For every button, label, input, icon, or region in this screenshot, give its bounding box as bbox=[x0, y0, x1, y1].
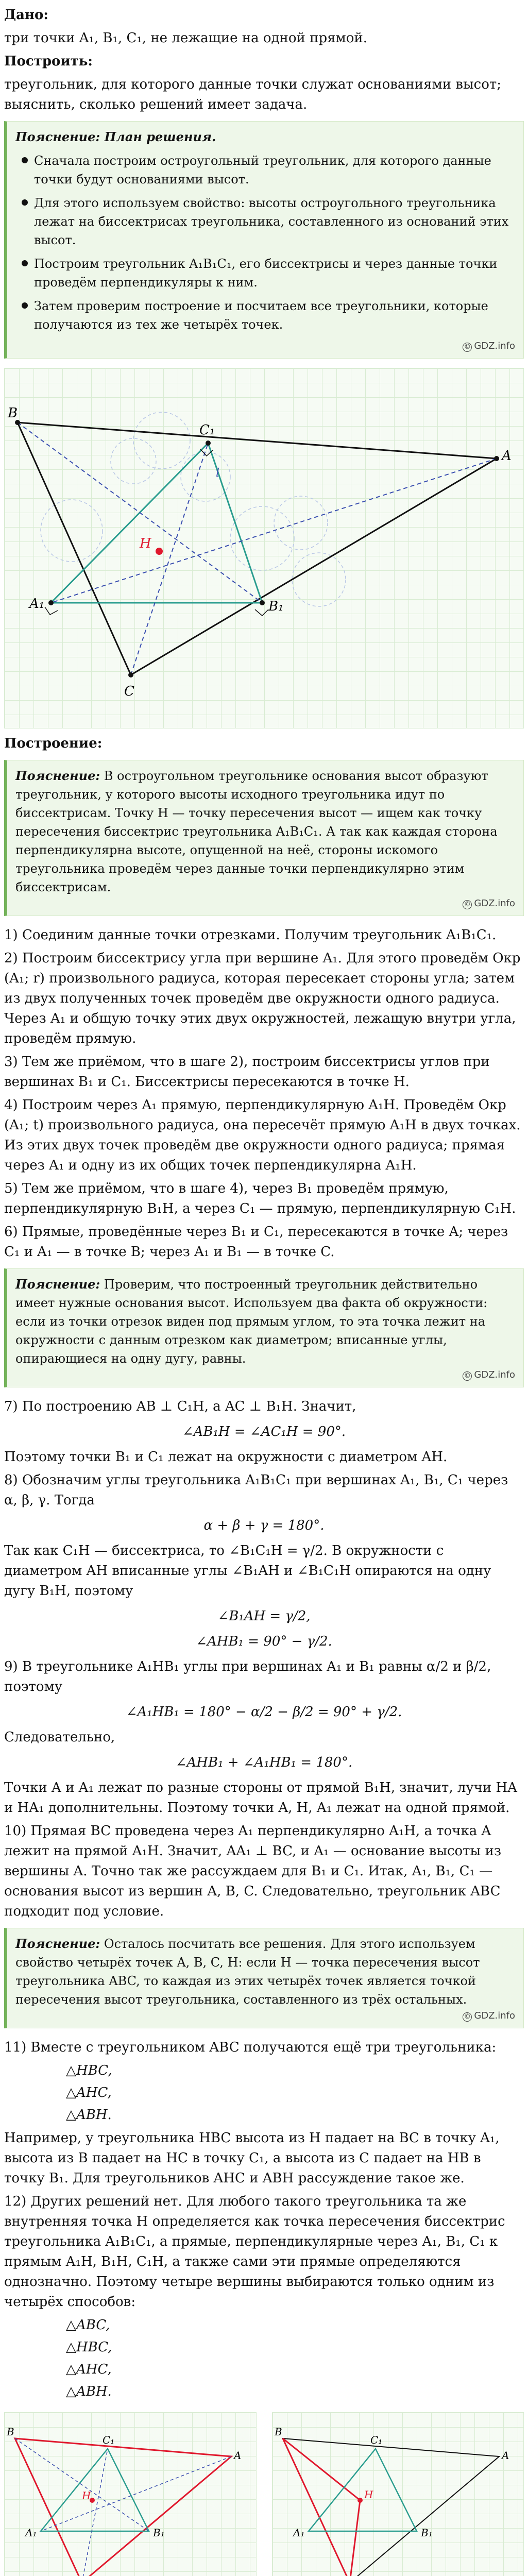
given-label: Дано: bbox=[4, 7, 48, 23]
case-item: △AHC, bbox=[66, 2085, 112, 2100]
point-h bbox=[156, 548, 163, 555]
proof-step: Поэтому точки B₁ и C₁ лежат на окружности с диаметром AH. bbox=[4, 1449, 448, 1465]
triangle-a1b1c1 bbox=[309, 2449, 417, 2531]
triangle-abc bbox=[18, 422, 497, 675]
point-h bbox=[357, 2498, 363, 2503]
proof-step: Следовательно, bbox=[4, 1730, 115, 1745]
source-text: GDZ.info bbox=[474, 1369, 515, 1380]
formula: ∠AB₁H = ∠AC₁H = 90°. bbox=[182, 1424, 346, 1439]
copyright-icon: © bbox=[463, 343, 472, 352]
case-list bbox=[66, 2061, 524, 2125]
label-b: B bbox=[8, 405, 18, 421]
plan-title: Пояснение: План решения. bbox=[15, 129, 216, 144]
label: C₁ bbox=[370, 2434, 382, 2446]
label: B bbox=[274, 2426, 282, 2438]
triangle-a1b1c1 bbox=[51, 443, 262, 603]
figure-svg-hbc bbox=[272, 2413, 515, 2576]
point-c bbox=[128, 672, 133, 677]
altitude bbox=[82, 2449, 108, 2576]
label: A₁ bbox=[293, 2527, 304, 2539]
source-credit bbox=[15, 896, 515, 910]
source-credit bbox=[15, 1368, 515, 1382]
altitude-a bbox=[51, 459, 497, 603]
label: H bbox=[82, 2489, 91, 2502]
plan-item: Сначала построим остроугольный треугольник, для которого данные точки будут основаниями высот. bbox=[19, 151, 515, 189]
label-h: H bbox=[140, 536, 151, 551]
altitude-c bbox=[131, 443, 208, 675]
right-angle-mark bbox=[45, 607, 58, 615]
figure-frame bbox=[4, 2412, 257, 2576]
label: C₁ bbox=[103, 2434, 115, 2446]
main-figure-svg bbox=[5, 368, 522, 729]
source-text: GDZ.info bbox=[474, 2010, 515, 2021]
construction-circle bbox=[111, 438, 156, 484]
proof-step: 9) В треугольнике A₁HB₁ углы при вершинах A₁ и B₁ равны α/2 и β/2, поэтому bbox=[4, 1659, 491, 1694]
point-c1 bbox=[206, 440, 211, 446]
plan-hint bbox=[4, 121, 524, 359]
label-c: C bbox=[124, 684, 134, 699]
point-a bbox=[494, 456, 499, 461]
construction-steps bbox=[4, 925, 524, 1262]
label: H bbox=[364, 2488, 373, 2501]
solution-figures bbox=[4, 2412, 524, 2576]
point-a1 bbox=[48, 600, 54, 605]
construction-hint-title: Пояснение: bbox=[15, 768, 100, 783]
count-step: 11) Вместе с треугольником ABC получаются ещё три треугольника: bbox=[4, 2040, 497, 2055]
label: A bbox=[234, 2449, 242, 2462]
solution-figure bbox=[4, 2412, 257, 2576]
source-text: GDZ.info bbox=[474, 341, 515, 351]
proof-step: 8) Обозначим углы треугольника A₁B₁C₁ при вершинах A₁, B₁, C₁ через α, β, γ. Тогда bbox=[4, 1472, 508, 1508]
figure-svg-abc bbox=[5, 2413, 247, 2576]
proof-step: Точки A и A₁ лежат по разные стороны от прямой B₁H, значит, лучи HA и HA₁ дополнительны. Поэтому точки A, H, A₁ лежат на одной прямой. bbox=[4, 1780, 517, 1816]
construction-hint bbox=[4, 760, 524, 916]
build-text: треугольник, для которого данные точки служат основаниями высот; выяснить, сколько решений имеет задача. bbox=[4, 77, 501, 112]
copyright-icon: © bbox=[463, 2012, 472, 2022]
label-a: A bbox=[502, 448, 512, 464]
construction-circle bbox=[292, 553, 346, 606]
construction-label: Построение: bbox=[4, 736, 103, 751]
formula: ∠B₁AH = γ/2, bbox=[217, 1608, 311, 1624]
source-credit bbox=[15, 2009, 515, 2023]
figure-frame bbox=[272, 2412, 524, 2576]
construction-step: 6) Прямые, проведённые через B₁ и C₁, пересекаются в точке A; через C₁ и A₁ — в точке B; через A₁ и B₁ — в точке C. bbox=[4, 1224, 508, 1260]
construction-step: 3) Тем же приёмом, что в шаге 2), построим биссектрисы углов при вершинах B₁ и C₁. Биссектрисы пересекаются в точке H. bbox=[4, 1054, 490, 1090]
main-figure bbox=[4, 368, 524, 728]
label-a1: A₁ bbox=[29, 596, 45, 612]
plan-item: Построим треугольник A₁B₁C₁, его биссектрисы и через данные точки проведём перпендикуляры к ним. bbox=[19, 255, 515, 292]
proof-hint-text: Проверим, что построенный треугольник действительно имеет нужные основания высот. Используем два факта об окружности: если из точки отрезок виден под прямым углом, то эта точка лежит на окружности с данным отрезком как диаметром; вписанные углы, опирающиеся на одну дугу, равны. bbox=[15, 1277, 488, 1366]
label-l: l bbox=[216, 467, 220, 480]
construction-circle bbox=[181, 452, 230, 501]
altitudes bbox=[18, 422, 497, 675]
construction-hint-text: В остроугольном треугольнике основания высот образуют треугольник, у которого высоты исходного треугольника идут по биссектрисам. Точку H — точку пересечения высот — ищем как точку пересечения биссектрис треугольника A₁B₁C₁. А так как каждая сторона перпендикулярна высоте, опущенной на неё, стороны искомого треугольника проведём через данные точки перпендикулярно этим биссектрисам. bbox=[15, 769, 498, 894]
triangle-hbc bbox=[283, 2438, 360, 2576]
case-item: △AHC, bbox=[66, 2362, 112, 2377]
right-angle-marks bbox=[45, 449, 268, 616]
given-block bbox=[4, 5, 524, 115]
altitude-b bbox=[18, 422, 262, 603]
copyright-icon: © bbox=[463, 900, 472, 909]
vertex-points bbox=[15, 420, 499, 677]
label-c1: C₁ bbox=[199, 422, 215, 438]
label-b1: B₁ bbox=[268, 599, 284, 614]
case-item: △ABH. bbox=[66, 2107, 112, 2123]
case-item: △HBC, bbox=[66, 2063, 112, 2078]
label: A₁ bbox=[25, 2527, 37, 2539]
case-item: △ABC, bbox=[66, 2317, 110, 2333]
count-step: 12) Других решений нет. Для любого такого треугольника та же внутренняя точка H определяется как точка пересечения биссектрис треугольника A₁B₁C₁, а прямые, перпендикулярные через A₁, B₁, C₁ к прямым A₁H, B₁H, C₁H, а также сами эти прямые определяются однозначно. Поэтому четыре вершины выбираются только одним из четырёх способов: bbox=[4, 2194, 505, 2310]
solution-figure bbox=[272, 2412, 524, 2576]
label: B bbox=[7, 2426, 14, 2438]
construction-step: 1) Соединим данные точки отрезками. Получим треугольник A₁B₁C₁. bbox=[4, 927, 497, 943]
count-body bbox=[4, 2038, 524, 2402]
count-hint bbox=[4, 1928, 524, 2028]
plan-item: Затем проверим построение и посчитаем все треугольники, которые получаются из тех же четырёх точек. bbox=[19, 297, 515, 334]
triangle-abc bbox=[15, 2438, 231, 2576]
proof-hint bbox=[4, 1268, 524, 1387]
proof-step: 7) По построению AB ⊥ C₁H, а AC ⊥ B₁H. Значит, bbox=[4, 1399, 356, 1414]
plan-item: Для этого используем свойство: высоты остроугольного треугольника лежат на биссектрисах треугольника, составленного из оснований этих высот. bbox=[19, 194, 515, 249]
formula: ∠A₁HB₁ = 180° − α/2 − β/2 = 90° + γ/2. bbox=[126, 1704, 402, 1720]
count-hint-title: Пояснение: bbox=[15, 1936, 100, 1951]
plan-list bbox=[19, 151, 515, 334]
count-hint-text: Осталось посчитать все решения. Для этого используем свойство четырёх точек A, B, C, H: если H — точка пересечения высот треугольника ABC, то каждая из этих четырёх точек является точкой пересечения высот треугольника, составленного из трёх остальных. bbox=[15, 1937, 480, 2007]
case-item: △ABH. bbox=[66, 2384, 112, 2399]
case-item: △HBC, bbox=[66, 2340, 112, 2355]
construction-step: 2) Построим биссектрису угла при вершине A₁. Для этого проведём Окр (A₁; r) произвольного радиуса, которая пересекает стороны угла; затем из двух полученных точек проведём две окружности одного радиуса. Через A₁ и общую точку этих двух окружностей, лежащую внутри угла, проведём прямую. bbox=[4, 951, 521, 1046]
source-text: GDZ.info bbox=[474, 898, 515, 909]
proof-hint-title: Пояснение: bbox=[15, 1277, 100, 1292]
construction-circle bbox=[274, 496, 328, 550]
formula: α + β + γ = 180°. bbox=[203, 1518, 325, 1533]
construction-step: 4) Построим через A₁ прямую, перпендикулярную A₁H. Проведём Окр (A₁; t) произвольного радиуса, она пересечёт прямую A₁H в двух точках. Из этих двух точек проведём две окружности одного радиуса; прямая через A₁ и одну из их общих точек перпендикулярна A₁H. bbox=[4, 1097, 521, 1173]
construction-step: 5) Тем же приёмом, что в шаге 4), через B₁ проведём прямую, перпендикулярную B₁H, а через C₁ — прямую, перпендикулярную C₁H. bbox=[4, 1181, 516, 1216]
right-angle-mark bbox=[255, 609, 268, 616]
altitude bbox=[41, 2456, 231, 2531]
copyright-icon: © bbox=[463, 1371, 472, 1381]
formula: ∠AHB₁ = 90° − γ/2. bbox=[196, 1634, 332, 1649]
label: B₁ bbox=[420, 2527, 433, 2539]
proof-body bbox=[4, 1397, 524, 1922]
altitude bbox=[15, 2438, 149, 2531]
triangle-a1b1c1 bbox=[41, 2449, 149, 2531]
count-step: Например, у треугольника HBC высота из H падает на BC в точку A₁, высота из B падает на HC в точку C₁, а высота из C падает на HB в точку B₁. Для треугольников AHC и ABH рассуждение такое же. bbox=[4, 2130, 500, 2186]
point-b1 bbox=[260, 600, 265, 605]
label: A bbox=[501, 2449, 509, 2462]
label: B₁ bbox=[153, 2527, 165, 2539]
build-label: Построить: bbox=[4, 54, 93, 69]
formula: ∠AHB₁ + ∠A₁HB₁ = 180°. bbox=[175, 1755, 353, 1770]
given-text: три точки A₁, B₁, C₁, не лежащие на одной прямой. bbox=[4, 30, 367, 46]
source-credit bbox=[15, 339, 515, 353]
case-list bbox=[66, 2315, 524, 2402]
construction-circle bbox=[41, 500, 103, 562]
proof-step: 10) Прямая BC проведена через A₁ перпендикулярно A₁H, а точка A лежит на прямой A₁H. Значит, AA₁ ⊥ BC, и A₁ — основание высоты из вершины A. Точно так же рассуждаем для B₁ и C₁. Итак, A₁, B₁, C₁ — основания высот из вершин A, B, C. Следовательно, треугольник ABC подходит под условие. bbox=[4, 1823, 502, 1919]
proof-step: Так как C₁H — биссектриса, то ∠B₁C₁H = γ/2. В окружности с диаметром AH вписанные углы ∠B₁AH и ∠B₁C₁H опираются на одну дугу B₁H, поэтому bbox=[4, 1543, 491, 1599]
